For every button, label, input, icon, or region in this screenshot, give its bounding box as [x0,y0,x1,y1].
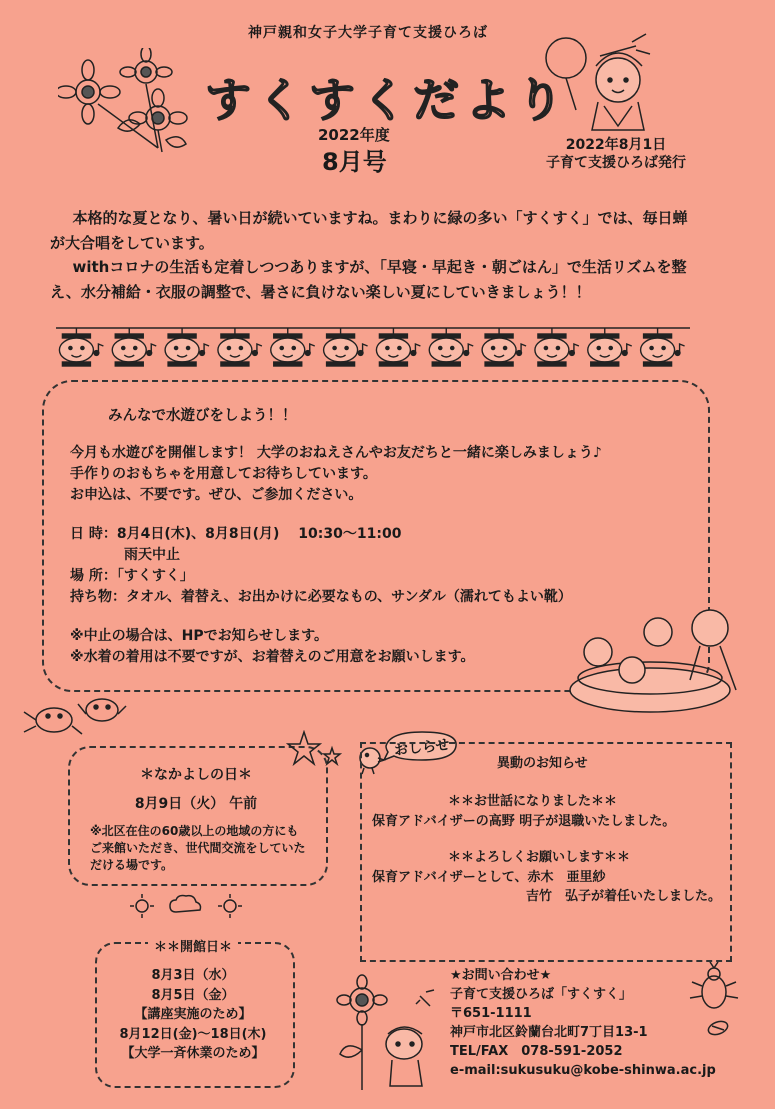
lantern-border-decoration [56,322,690,372]
contact-address: 神戸市北区鈴蘭台北町7丁目13-1 [450,1025,648,1040]
event-place: 場 所：「すくすく」 [70,568,194,584]
contact-name: 子育て支援ひろば「すくすく」 [450,987,633,1002]
welcome-heading: ＊＊よろしくお願いします＊＊ [448,850,631,865]
organization-name: 神戸親和女子大学子育て支援ひろば [248,25,488,41]
lantern-icon [112,328,156,366]
sun-cloud-icons [128,892,246,920]
contact-info [450,966,716,1080]
intro-text: 本格的な夏となり、暑い日が続いていますね。まわりに緑の多い「すくすく」では、毎日蝉が大合唱をしています。 withコロナの生活も定着しつつありますが、「早寝・早起き・朝ごはん」で生活リズムを整え、水分補給・衣服の調整で、暑さに負けない楽しい夏にしていきましょう！！ [50,209,688,301]
contact-tel: TEL/FAX 078-591-2052 [450,1044,623,1059]
pool-children-illustration [560,600,750,720]
newsletter-title: すくすくだより [205,73,569,127]
fiscal-year: 2022年度 [318,126,390,144]
sunflower-illustration [58,48,198,156]
lantern-icon [588,328,632,366]
lantern-icon [482,328,526,366]
rain-cancel: 雨天中止 [124,547,180,563]
issue-date: 2022年8月1日 子育て支援ひろば発行 [546,137,686,171]
sunflower-dog-illustration [326,974,446,1094]
event-items: 持ち物：タオル、着替え、お出かけに必要なもの、サンダル（濡れてもよい靴） [70,589,572,605]
crab-illustration [18,690,128,742]
starfish-illustration [284,730,344,770]
lantern-icon [324,328,368,366]
open-days-list: 8月3日（水） 8月5日（金） 【講座実施のため】 8月12日(金)～18日(木) 【大学一斉休業のため】 [119,968,267,1061]
welcome-text-line2: 吉竹 弘子が着任いたしました。 [526,889,722,904]
issue-month: 8月号 [322,148,387,176]
water-play-details: 今月も水遊びを開催します！ 大学のおねえさんやお友だちと一緒に楽しみましょう♪ 手作りのおもちゃを用意してお待ちしています。 お申込は、不要です。ぜひ、ご参加ください。 日 時：8月4日(木)、8月8日(月) 10:30～11:00 雨天中止 場 所：「すくすく」 持ち物：タオル、着替え、お出かけに必要なもの、サンダル（濡れてもよい靴） ※中止の場合は、HPでお知らせします。 ※水着の着用は不要ですが、お着替えのご用意をお願いします。 [70,443,710,668]
festival-child-illustration [540,30,670,134]
water-play-title: みんなで水遊びをしよう！！ [108,408,297,424]
beetle-illustration [686,962,746,1038]
nakayoshi-date: 8月9日（火） 午前 [134,796,258,812]
notice-badge-label: おしらせ [393,737,451,759]
lantern-icon [641,328,685,366]
nakayoshi-description: ※北区在住の60歳以上の地域の方にもご来館いただき、世代間交流をしていただける場です。 [90,824,306,872]
notice-title: 異動のお知らせ [497,756,588,771]
lantern-icon [376,328,420,366]
lantern-icon [59,328,103,366]
lantern-icon [165,328,209,366]
farewell-heading: ＊＊お世話になりました＊＊ [448,794,618,809]
farewell-text: 保育アドバイザーの高野 明子が退職いたしました。 [372,814,676,829]
lantern-icon [535,328,579,366]
event-datetime: 日 時：8月4日(木)、8月8日(月) 10:30～11:00 [70,526,402,542]
contact-heading: ★お問い合わせ★ [450,968,552,983]
contact-postal: 〒651-1111 [450,1006,532,1021]
welcome-text-line1: 保育アドバイザーとして、赤木 亜里紗 [372,870,606,885]
lantern-icon [218,328,262,366]
lantern-icon [429,328,473,366]
contact-email[interactable]: e-mail:sukusuku@kobe-shinwa.ac.jp [450,1063,716,1078]
nakayoshi-title: ＊なかよしの日＊ [140,767,252,783]
lantern-icon [271,328,315,366]
open-days-title: ＊＊開館日＊ [148,940,238,955]
